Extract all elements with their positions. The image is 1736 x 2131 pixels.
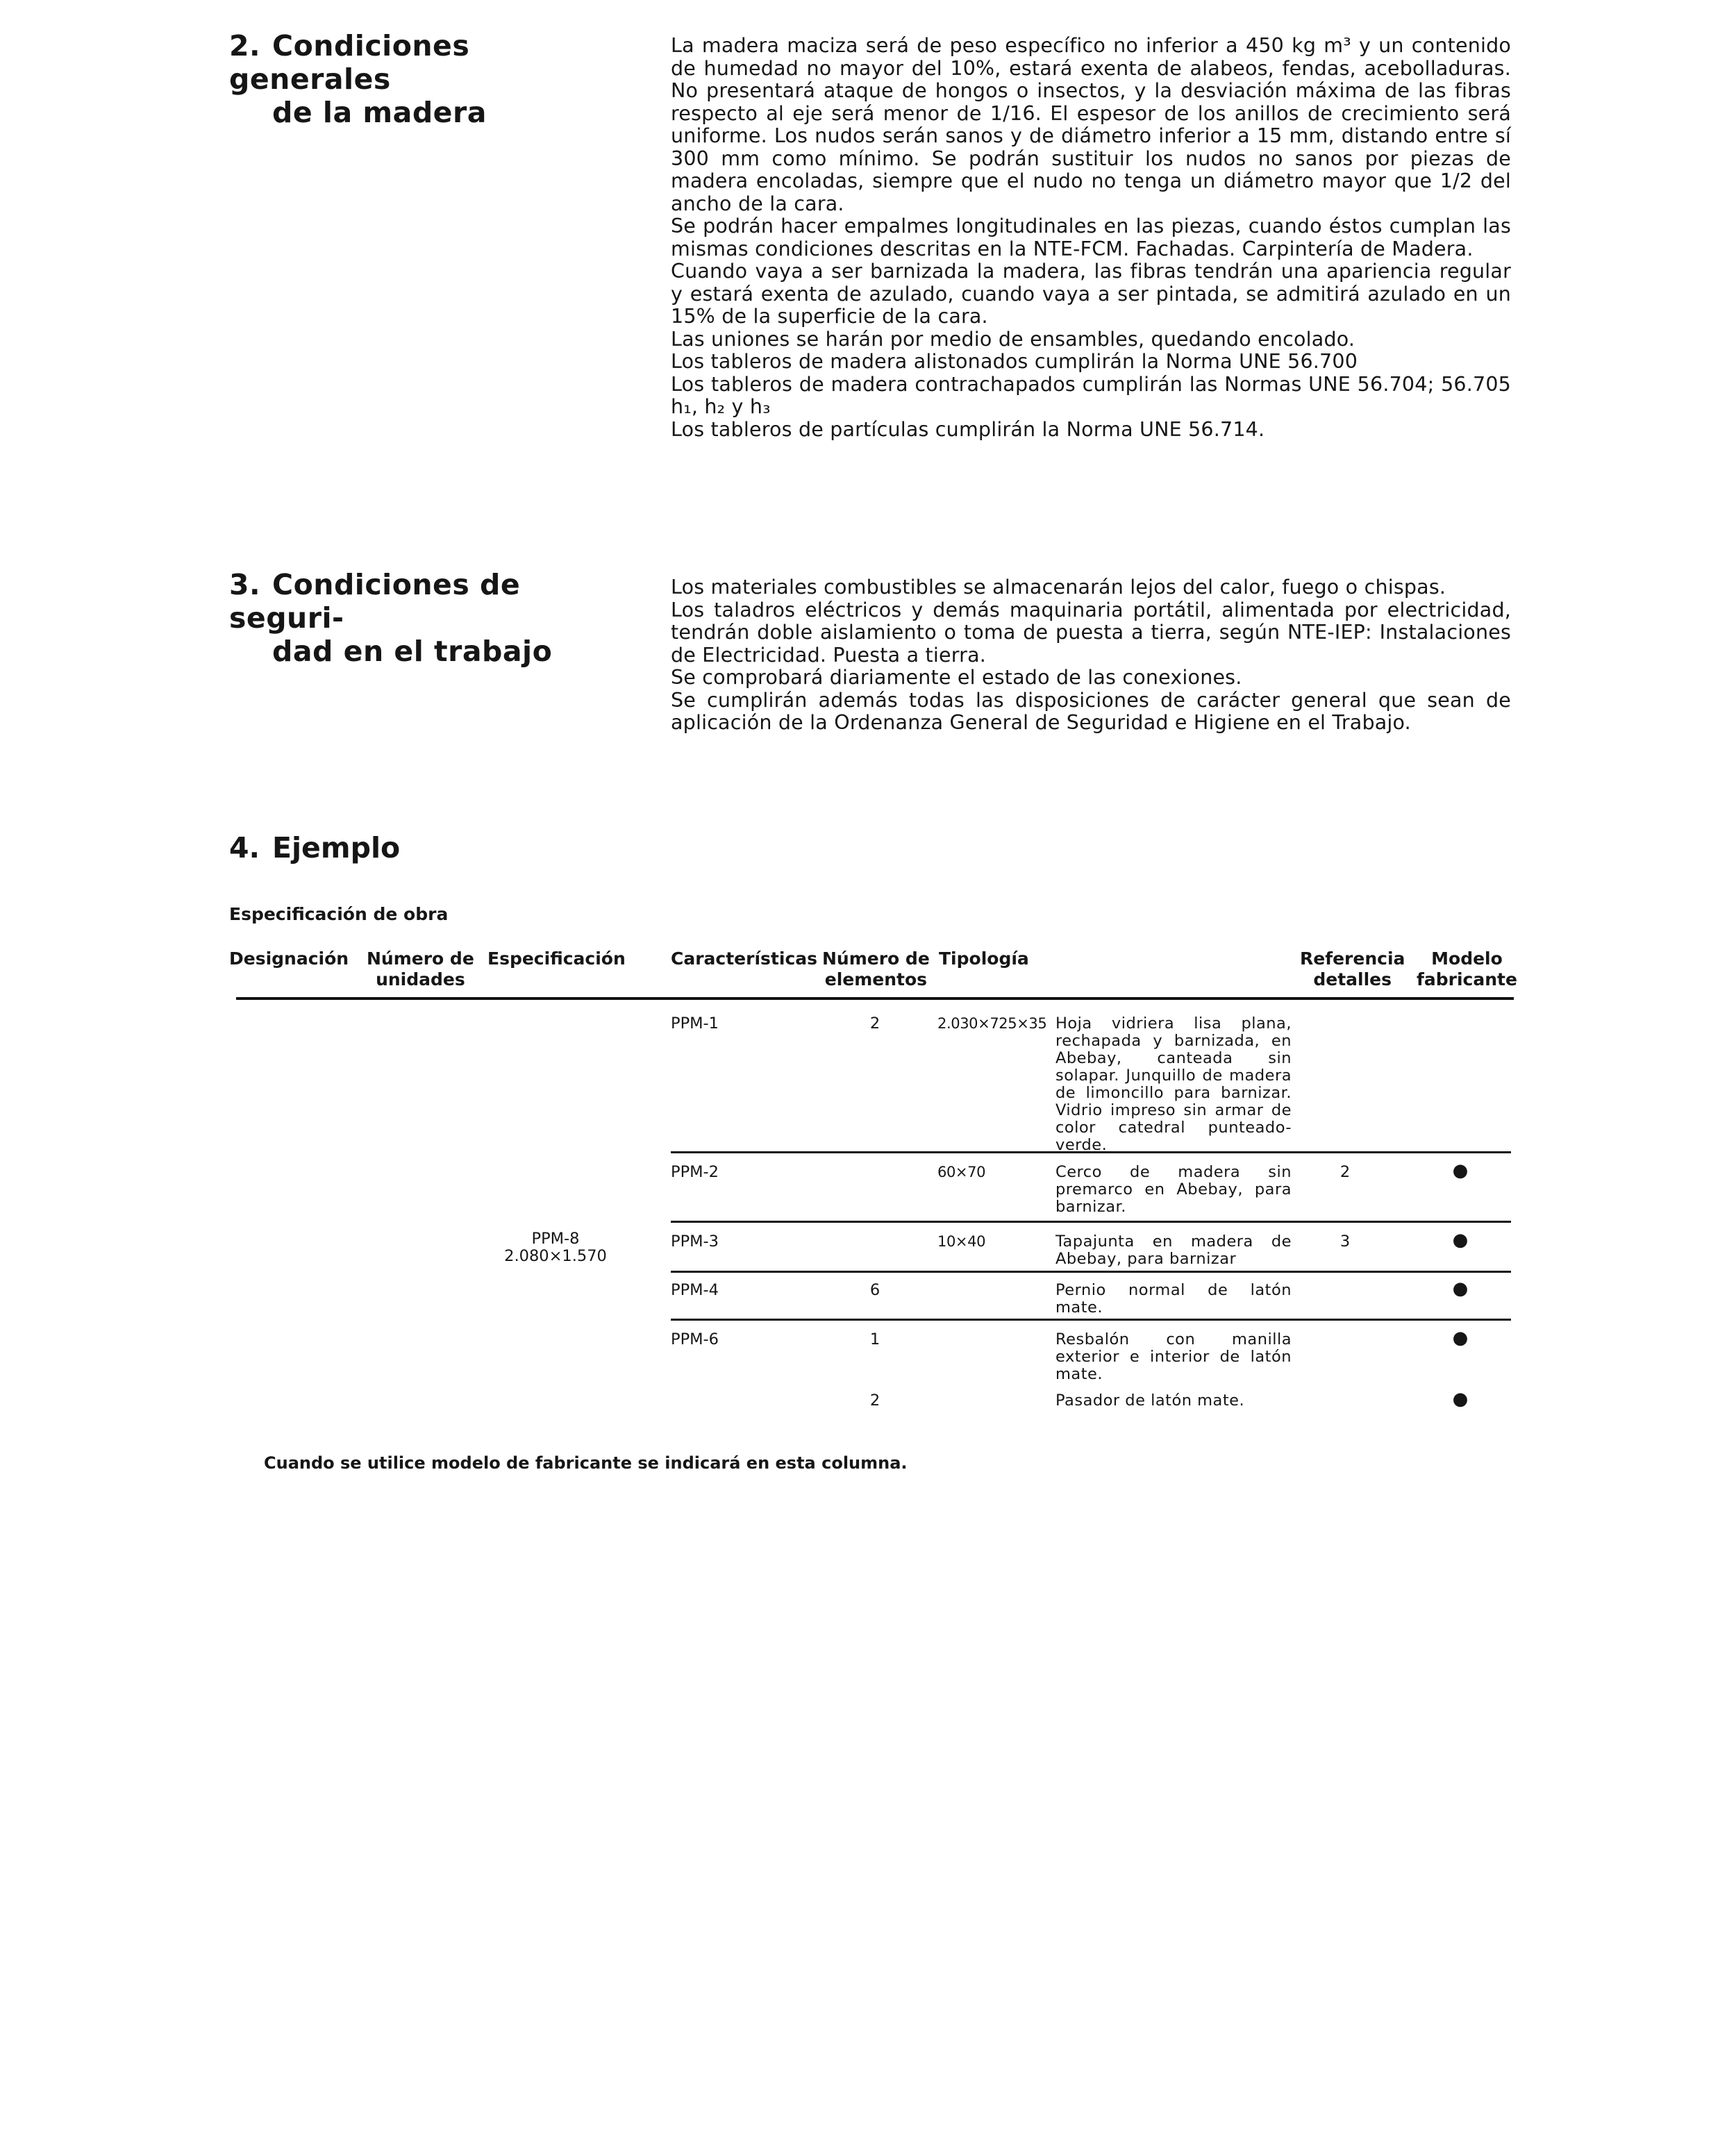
header-line: elementos <box>824 969 928 989</box>
section-number: 2. <box>229 29 261 62</box>
section-4-heading <box>229 831 400 864</box>
table-header-rule <box>236 997 1514 1000</box>
designation-code: PPM-8 <box>531 1230 580 1248</box>
paragraph: Las uniones se harán por medio de ensambles, quedando encolado. <box>671 327 1355 351</box>
row-tipologia: 60×70 <box>937 1164 986 1180</box>
paragraph: Se podrán hacer empalmes longitudinales en las piezas, cuando éstos cumplan las mismas condiciones descritas en la NTE-FCM. Fachadas. Carpintería de Madera. <box>671 215 1511 260</box>
designation <box>486 1230 625 1265</box>
header-line: Número de <box>367 948 474 969</box>
row-characteristics: Hoja vidriera lisa plana, rechapada y barnizada, en Abebay, canteada sin solapar. Junquillo de madera de limoncillo para barnizar. Vidrio impreso sin armar de color catedral punteado-verde. <box>1055 1014 1292 1154</box>
header-line: detalles <box>1313 969 1392 989</box>
row-elementos: 2 <box>869 1392 880 1410</box>
designation-size: 2.080×1.570 <box>504 1247 607 1265</box>
model-bullet: ● <box>1452 1230 1469 1251</box>
row-code: PPM-6 <box>671 1330 719 1348</box>
model-bullet: ● <box>1452 1160 1469 1181</box>
paragraph: Los tableros de partículas cumplirán la Norma UNE 56.714. <box>671 417 1265 441</box>
header-referencia <box>1300 948 1405 990</box>
section-2-body <box>671 35 1511 441</box>
row-code: PPM-2 <box>671 1163 719 1181</box>
model-bullet: ● <box>1452 1389 1469 1410</box>
row-tipologia: 10×40 <box>937 1233 986 1250</box>
header-modelo <box>1417 948 1517 990</box>
row-divider <box>671 1271 1511 1273</box>
row-divider <box>671 1319 1511 1321</box>
section-number: 4. <box>229 831 260 864</box>
row-elementos: 6 <box>869 1281 880 1299</box>
section-number: 3. <box>229 568 261 601</box>
heading-line-2: dad en el trabajo <box>272 635 553 668</box>
paragraph: Cuando vaya a ser barnizada la madera, las fibras tendrán una apariencia regular y estará exenta de azulado, cuando vaya a ser pintada, se admitirá azulado en un 15% de la superficie de la cara. <box>671 260 1511 328</box>
paragraph: La madera maciza será de peso específico no inferior a 450 kg m³ y un contenido de humedad no mayor del 10%, estará exenta de alabeos, fendas, acebolladuras. No presentará ataque de hongos o insectos, y la desviación máxima de las fibras respecto al eje será menor de 1/16. El espesor de los anillos de crecimiento será uniforme. Los nudos serán sanos y de diámetro inferior a 15 mm, distando entre sí 300 mm como mínimo. Se podrán sustituir los nudos no sanos por piezas de madera encoladas, siempre que el nudo no tenga un diámetro mayor que 1/2 del ancho de la cara. <box>671 34 1511 215</box>
row-elementos: 2 <box>869 1014 880 1033</box>
row-characteristics: Tapajunta en madera de Abebay, para barnizar <box>1055 1232 1292 1268</box>
row-divider <box>671 1221 1511 1223</box>
spec-subtitle: Especificación de obra <box>229 904 449 924</box>
paragraph: Los tableros de madera alistonados cumplirán la Norma UNE 56.700 <box>671 350 1358 373</box>
header-designacion: Designación <box>229 948 349 969</box>
header-line: Número de <box>822 948 930 969</box>
heading-line-1: Condiciones de seguri- <box>229 568 521 635</box>
header-line: fabricante <box>1417 969 1517 989</box>
paragraph: Se cumplirán además todas las disposiciones de carácter general que sean de aplicación de la Ordenanza General de Seguridad e Higiene en el Trabajo. <box>671 688 1511 734</box>
section-3-body <box>671 576 1511 735</box>
header-line: Referencia <box>1300 948 1405 969</box>
paragraph: Los taladros eléctricos y demás maquinaria portátil, alimentada por electricidad, tendrán doble aislamiento o toma de puesta a tierra, según NTE-IEP: Instalaciones de Electricidad. Puesta a tierra. <box>671 598 1511 667</box>
header-especificacion: Especificación <box>487 948 626 969</box>
paragraph: Se comprobará diariamente el estado de las conexiones. <box>671 666 1242 689</box>
row-ref: 2 <box>1339 1163 1351 1181</box>
section-2-heading <box>229 29 639 129</box>
heading-line-2: de la madera <box>272 96 487 129</box>
row-characteristics: Pernio normal de latón mate. <box>1055 1281 1292 1317</box>
header-caracteristicas: Características <box>671 948 818 969</box>
row-tipologia: 2.030×725×35 <box>937 1015 1047 1032</box>
footnote: Cuando se utilice modelo de fabricante se indicará en esta columna. <box>264 1453 908 1473</box>
row-code: PPM-3 <box>671 1232 719 1251</box>
row-code: PPM-1 <box>671 1014 719 1033</box>
header-numero-elementos <box>822 948 930 990</box>
header-numero-unidades <box>367 948 474 990</box>
model-bullet: ● <box>1452 1328 1469 1348</box>
row-elementos: 1 <box>869 1330 880 1348</box>
model-bullet: ● <box>1452 1278 1469 1299</box>
header-line: Modelo <box>1431 948 1503 969</box>
row-characteristics: Cerco de madera sin premarco en Abebay, para barnizar. <box>1055 1163 1292 1216</box>
row-characteristics: Pasador de latón mate. <box>1055 1392 1245 1410</box>
paragraph: Los materiales combustibles se almacenarán lejos del calor, fuego o chispas. <box>671 576 1446 599</box>
header-line: unidades <box>376 969 465 989</box>
row-code: PPM-4 <box>671 1281 719 1299</box>
row-characteristics: Resbalón con manilla exterior e interior de latón mate. <box>1055 1330 1292 1383</box>
section-3-heading <box>229 568 639 668</box>
section-title: Ejemplo <box>272 831 401 864</box>
row-ref: 3 <box>1339 1232 1351 1251</box>
header-tipologia: Tipología <box>939 948 1029 969</box>
heading-line-1: Condiciones generales <box>229 29 470 96</box>
paragraph: Los tableros de madera contrachapados cumplirán las Normas UNE 56.704; 56.705 h₁, h₂ y h₃ <box>671 372 1511 418</box>
